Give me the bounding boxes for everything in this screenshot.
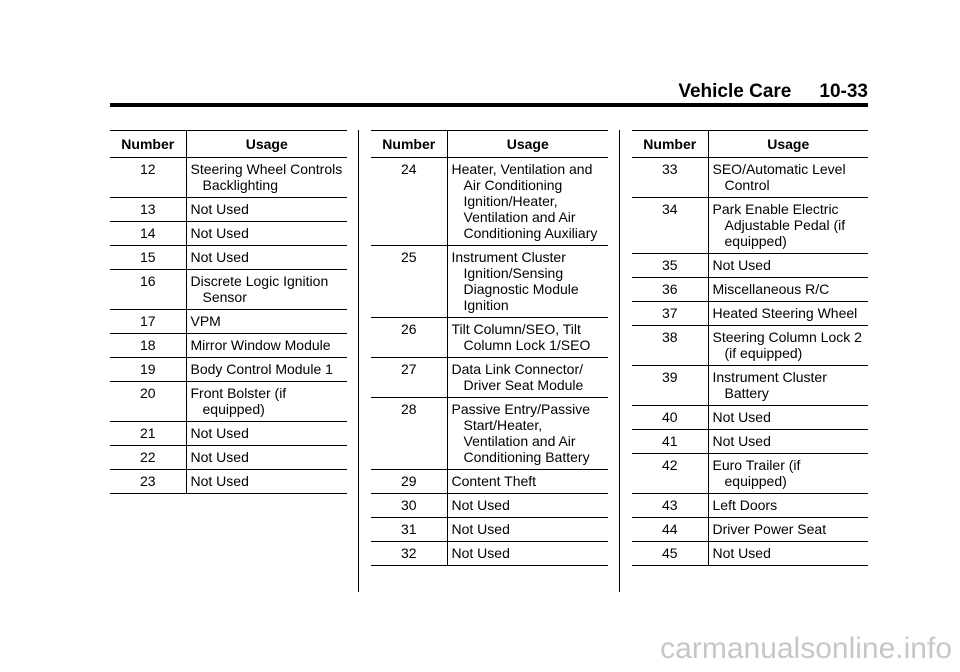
- table-row: [371, 318, 608, 358]
- fuse-usage: Data Link Connector/ Driver Seat Module: [447, 358, 608, 398]
- table-row: [632, 254, 868, 278]
- table-row: [371, 358, 608, 398]
- fuse-table-1: [110, 130, 347, 494]
- fuse-usage: Content Theft: [447, 470, 608, 494]
- table-row: [110, 246, 347, 270]
- column-divider-2: [619, 130, 620, 592]
- table-row: [371, 542, 608, 566]
- fuse-usage: Not Used: [708, 406, 868, 430]
- table-row: [632, 278, 868, 302]
- table-row: [110, 470, 347, 494]
- fuse-usage: Left Doors: [708, 494, 868, 518]
- fuse-number: 25: [371, 246, 447, 318]
- table-row: [371, 518, 608, 542]
- fuse-usage: Not Used: [186, 246, 347, 270]
- table-row: [110, 198, 347, 222]
- fuse-usage: Not Used: [186, 446, 347, 470]
- fuse-number: 39: [632, 366, 708, 406]
- column-header-number: Number: [632, 131, 708, 158]
- table-row: [632, 406, 868, 430]
- fuse-usage: Discrete Logic Ignition Sensor: [186, 270, 347, 310]
- fuse-usage: Heated Steering Wheel: [708, 302, 868, 326]
- fuse-usage: Not Used: [186, 470, 347, 494]
- fuse-number: 26: [371, 318, 447, 358]
- fuse-usage: Not Used: [708, 542, 868, 566]
- table-row: [110, 222, 347, 246]
- fuse-number: 30: [371, 494, 447, 518]
- table-row: [110, 158, 347, 198]
- fuse-usage: Not Used: [186, 422, 347, 446]
- section-title: Vehicle Care: [678, 81, 792, 102]
- table-row: [632, 430, 868, 454]
- fuse-usage: Front Bolster (if equipped): [186, 382, 347, 422]
- fuse-usage: Instrument Cluster Battery: [708, 366, 868, 406]
- fuse-usage: Not Used: [186, 198, 347, 222]
- fuse-usage: Tilt Column/SEO, Tilt Column Lock 1/SEO: [447, 318, 608, 358]
- fuse-number: 15: [110, 246, 186, 270]
- table-row: [632, 326, 868, 366]
- table-row: [632, 542, 868, 566]
- table-row: [632, 454, 868, 494]
- table-header-row: [110, 131, 347, 158]
- fuse-number: 36: [632, 278, 708, 302]
- fuse-usage: Not Used: [708, 430, 868, 454]
- fuse-number: 45: [632, 542, 708, 566]
- column-header-usage: Usage: [186, 131, 347, 158]
- fuse-usage: Driver Power Seat: [708, 518, 868, 542]
- fuse-number: 34: [632, 198, 708, 254]
- table-header-row: [371, 131, 608, 158]
- fuse-usage: Steering Wheel Controls Backlighting: [186, 158, 347, 198]
- table-row: [110, 270, 347, 310]
- table-row: [632, 366, 868, 406]
- column-header-number: Number: [110, 131, 186, 158]
- table-row: [371, 470, 608, 494]
- fuse-usage: Heater, Ventilation and Air Conditioning Ignition/Heater, Ventilation and Air Conditioning Auxiliary: [447, 158, 608, 246]
- column-divider-1: [358, 130, 359, 592]
- header-rule: [110, 103, 868, 107]
- fuse-number: 21: [110, 422, 186, 446]
- column-header-number: Number: [371, 131, 447, 158]
- table-row: [371, 158, 608, 246]
- table-row: [110, 446, 347, 470]
- column-header-usage: Usage: [447, 131, 608, 158]
- fuse-usage: SEO/Automatic Level Control: [708, 158, 868, 198]
- fuse-number: 20: [110, 382, 186, 422]
- table-row: [110, 422, 347, 446]
- table-row: [110, 358, 347, 382]
- fuse-number: 41: [632, 430, 708, 454]
- fuse-usage: Not Used: [186, 222, 347, 246]
- fuse-usage: Steering Column Lock 2 (if equipped): [708, 326, 868, 366]
- fuse-usage: Passive Entry/Passive Start/Heater, Ventilation and Air Conditioning Battery: [447, 398, 608, 470]
- table-row: [110, 334, 347, 358]
- fuse-number: 19: [110, 358, 186, 382]
- table-row: [371, 246, 608, 318]
- fuse-number: 29: [371, 470, 447, 494]
- table-row: [371, 494, 608, 518]
- fuse-number: 12: [110, 158, 186, 198]
- fuse-number: 38: [632, 326, 708, 366]
- fuse-number: 23: [110, 470, 186, 494]
- page-header: [0, 80, 868, 104]
- fuse-number: 44: [632, 518, 708, 542]
- table-row: [371, 398, 608, 470]
- fuse-number: 40: [632, 406, 708, 430]
- fuse-number: 24: [371, 158, 447, 246]
- fuse-usage: Not Used: [447, 542, 608, 566]
- table-row: [632, 518, 868, 542]
- fuse-usage: Instrument Cluster Ignition/Sensing Diagnostic Module Ignition: [447, 246, 608, 318]
- fuse-number: 28: [371, 398, 447, 470]
- fuse-usage: Not Used: [708, 254, 868, 278]
- fuse-number: 13: [110, 198, 186, 222]
- fuse-usage: VPM: [186, 310, 347, 334]
- fuse-usage: Miscellaneous R/C: [708, 278, 868, 302]
- fuse-usage: Not Used: [447, 518, 608, 542]
- fuse-usage: Park Enable Electric Adjustable Pedal (if equipped): [708, 198, 868, 254]
- fuse-table-3: [632, 130, 868, 566]
- fuse-number: 43: [632, 494, 708, 518]
- page-number: 10-33: [819, 81, 868, 102]
- fuse-number: 17: [110, 310, 186, 334]
- table-header-row: [632, 131, 868, 158]
- fuse-usage: Body Control Module 1: [186, 358, 347, 382]
- fuse-number: 37: [632, 302, 708, 326]
- table-row: [632, 158, 868, 198]
- fuse-usage: Mirror Window Module: [186, 334, 347, 358]
- column-header-usage: Usage: [708, 131, 868, 158]
- table-row: [632, 198, 868, 254]
- fuse-usage: Euro Trailer (if equipped): [708, 454, 868, 494]
- fuse-number: 33: [632, 158, 708, 198]
- fuse-number: 35: [632, 254, 708, 278]
- fuse-number: 18: [110, 334, 186, 358]
- fuse-usage: Not Used: [447, 494, 608, 518]
- fuse-number: 16: [110, 270, 186, 310]
- table-row: [632, 302, 868, 326]
- table-row: [110, 382, 347, 422]
- fuse-number: 22: [110, 446, 186, 470]
- fuse-table-2: [371, 130, 608, 566]
- table-row: [110, 310, 347, 334]
- fuse-number: 42: [632, 454, 708, 494]
- fuse-number: 32: [371, 542, 447, 566]
- table-row: [632, 494, 868, 518]
- watermark: carmanualsonline.info: [660, 632, 952, 665]
- fuse-number: 14: [110, 222, 186, 246]
- fuse-number: 27: [371, 358, 447, 398]
- fuse-number: 31: [371, 518, 447, 542]
